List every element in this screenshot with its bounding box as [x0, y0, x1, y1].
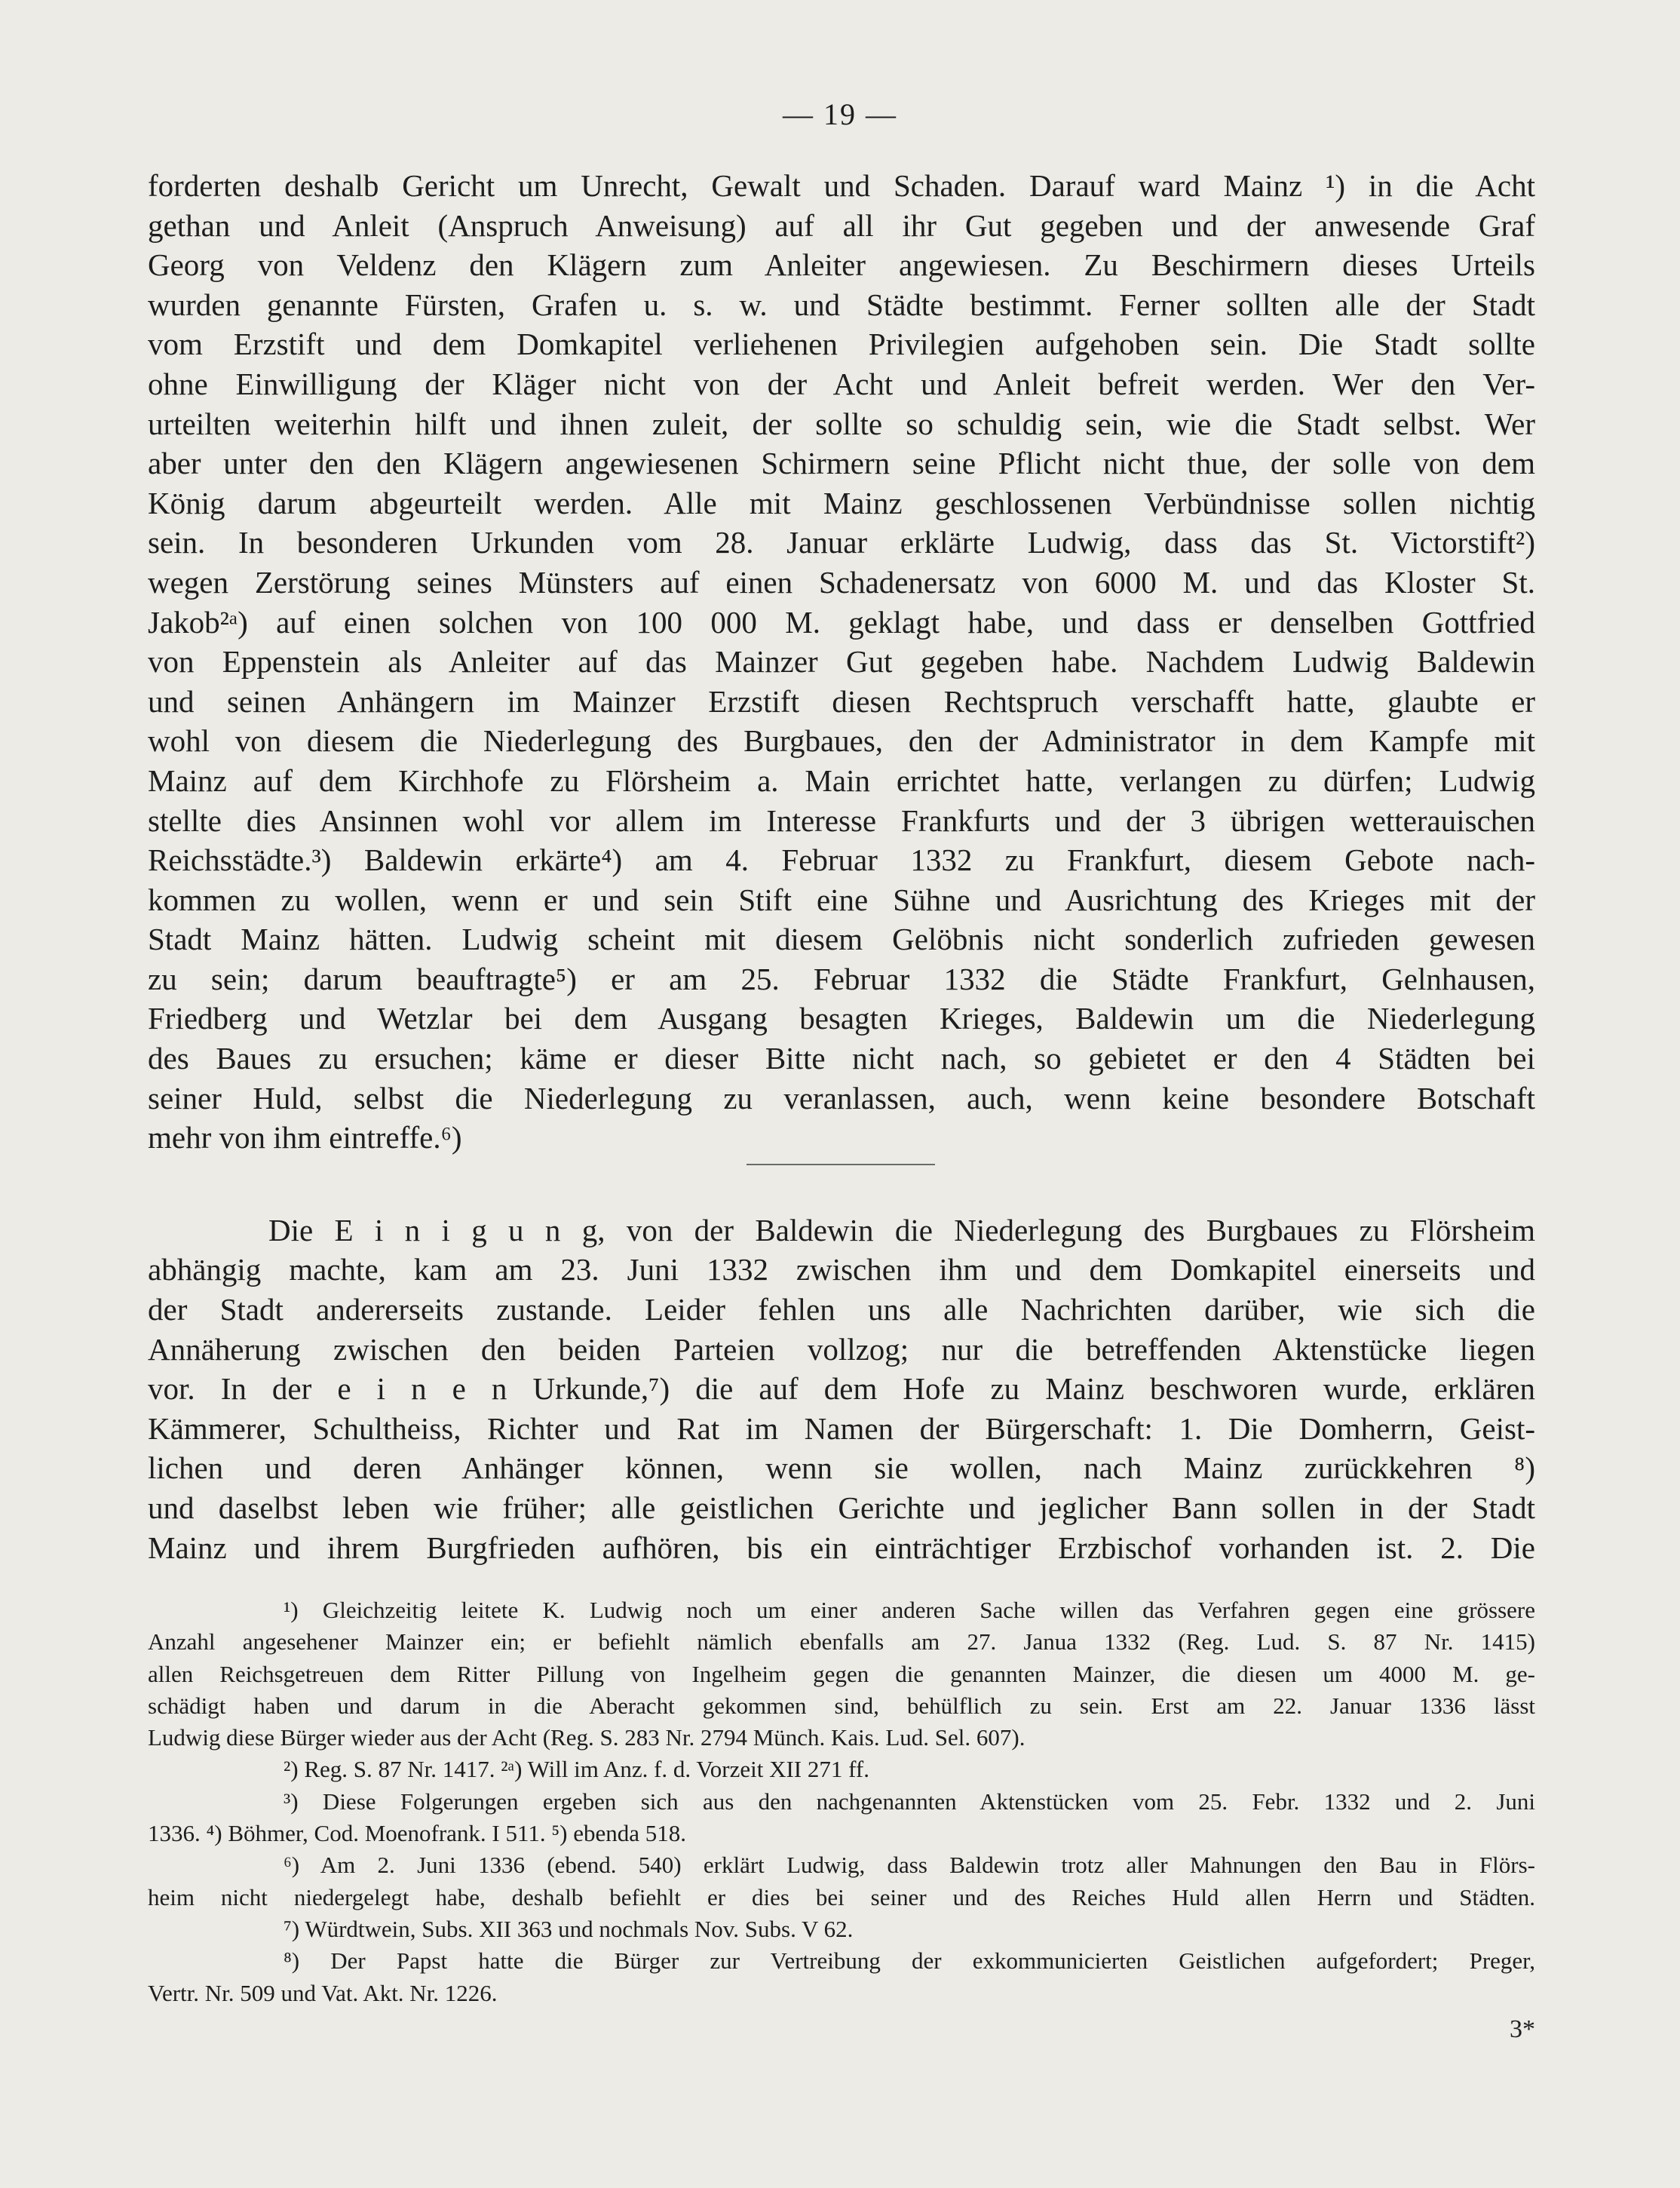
footnote-line: schädigt haben und darum in die Aberacht gekommen sind, behülflich zu sein. Erst am 22. Januar 1336 lässt	[148, 1692, 1535, 1719]
footnotes	[148, 1594, 1535, 2009]
signature-mark: 3*	[1510, 2015, 1535, 2043]
text-line: ohne Einwilligung der Kläger nicht von der Acht und Anleit befreit werden. Wer den Ver-	[148, 366, 1535, 401]
text-line: wegen Zerstörung seines Münsters auf einen Schadenersatz von 6000 M. und das Kloster St.	[148, 564, 1535, 600]
footnote-line: ³) Diese Folgerungen ergeben sich aus den nachgenannten Aktenstücken vom 25. Febr. 1332 und 2. Juni	[284, 1788, 1535, 1815]
text-line: lichen und deren Anhänger können, wenn sie wollen, nach Mainz zurückkehren ⁸)	[148, 1450, 1535, 1486]
text-line: Friedberg und Wetzlar bei dem Ausgang besagten Krieges, Baldewin um die Niederlegung	[148, 1001, 1535, 1036]
footnote-line: heim nicht niedergelegt habe, deshalb befiehlt er dies bei seiner und des Reiches Huld allen Herrn und Städten.	[148, 1883, 1535, 1910]
text-line: Georg von Veldenz den Klägern zum Anleiter angewiesen. Zu Beschirmern dieses Urteils	[148, 247, 1535, 283]
text-line: König darum abgeurteilt werden. Alle mit Mainz geschlossenen Verbündnisse sollen nichtig	[148, 485, 1535, 520]
text-line: vom Erzstift und dem Domkapitel verliehenen Privilegien aufgehoben sein. Die Stadt sollte	[148, 327, 1535, 362]
separator-rule	[746, 1164, 935, 1165]
page-number: — 19 —	[783, 97, 897, 131]
text-line: Stadt Mainz hätten. Ludwig scheint mit diesem Gelöbnis nicht sonderlich zufrieden gewesen	[148, 922, 1535, 957]
text-line: stellte dies Ansinnen wohl vor allem im Interesse Frankfurts und der 3 übrigen wetterauischen	[148, 802, 1535, 838]
footnote-line: ⁸) Der Papst hatte die Bürger zur Vertreibung der exkommunicierten Geistlichen aufgefordert; Preger,	[284, 1947, 1535, 1975]
footnote-line: allen Reichsgetreuen dem Ritter Pillung von Ingelheim gegen die genannten Mainzer, die diesen um 4000 M. ge-	[148, 1660, 1535, 1687]
text-line: vor. In der e i n e n Urkunde,⁷) die auf dem Hofe zu Mainz beschworen wurde, erklären	[148, 1371, 1535, 1407]
footnote-line: ⁷) Würdtwein, Subs. XII 363 und nochmals Nov. Subs. V 62.	[284, 1915, 854, 1942]
text-line: zu sein; darum beauftragte⁵) er am 25. Februar 1332 die Städte Frankfurt, Gelnhausen,	[148, 961, 1535, 996]
text-line: forderten deshalb Gericht um Unrecht, Gewalt und Schaden. Darauf ward Mainz ¹) in die Acht	[148, 168, 1535, 203]
text-line: aber unter den den Klägern angewiesenen Schirmern seine Pflicht nicht thue, der solle von dem	[148, 446, 1535, 481]
body-text	[148, 166, 1535, 1567]
text-line: Annäherung zwischen den beiden Parteien vollzog; nur die betreffenden Aktenstücke liegen	[148, 1331, 1535, 1367]
text-line: Mainz auf dem Kirchhofe zu Flörsheim a. Main errichtet hatte, verlangen zu dürfen; Ludwig	[148, 763, 1535, 798]
text-line: Mainz und ihrem Burgfrieden aufhören, bis ein einträchtiger Erzbischof vorhanden ist. 2. Die	[148, 1530, 1535, 1565]
text-line: wohl von diesem die Niederlegung des Burgbaues, den der Administrator in dem Kampfe mit	[148, 723, 1535, 759]
text-line: abhängig machte, kam am 23. Juni 1332 zwischen ihm und dem Domkapitel einerseits und	[148, 1252, 1535, 1287]
footnote-line: ²) Reg. S. 87 Nr. 1417. ²ᵃ) Will im Anz. f. d. Vorzeit XII 271 ff.	[284, 1756, 869, 1783]
footnote-line: Vertr. Nr. 509 und Vat. Akt. Nr. 1226.	[148, 1979, 498, 2006]
text-line: und seinen Anhängern im Mainzer Erzstift diesen Rechtspruch verschafft hatte, glaubte er	[148, 683, 1535, 719]
text-line: der Stadt andererseits zustande. Leider fehlen uns alle Nachrichten darüber, wie sich die	[148, 1292, 1535, 1327]
footnote-line: 1336. ⁴) Böhmer, Cod. Moenofrank. I 511. ⁵) ebenda 518.	[148, 1820, 686, 1847]
text-line: gethan und Anleit (Anspruch Anweisung) auf all ihr Gut gegeben und der anwesende Graf	[148, 207, 1535, 243]
text-line: Reichsstädte.³) Baldewin erkärte⁴) am 4. Februar 1332 zu Frankfurt, diesem Gebote nach-	[148, 842, 1535, 878]
footnote-line: Anzahl angesehener Mainzer ein; er befiehlt nämlich ebenfalls am 27. Janua 1332 (Reg. Lud. S. 87 Nr. 1415)	[148, 1628, 1535, 1656]
text-line: und daselbst leben wie früher; alle geistlichen Gerichte und jeglicher Bann sollen in der Stadt	[148, 1490, 1535, 1525]
footnote-line: ⁶) Am 2. Juni 1336 (ebend. 540) erklärt Ludwig, dass Baldewin trotz aller Mahnungen den Bau in Flörs-	[284, 1852, 1535, 1879]
text-line: wurden genannte Fürsten, Grafen u. s. w. und Städte bestimmt. Ferner sollten alle der Stadt	[148, 287, 1535, 322]
text-line: von Eppenstein als Anleiter auf das Mainzer Gut gegeben habe. Nachdem Ludwig Baldewin	[148, 644, 1535, 680]
text-line: Kämmerer, Schultheiss, Richter und Rat im Namen der Bürgerschaft: 1. Die Domherrn, Geist-	[148, 1410, 1535, 1446]
paragraph-gap	[148, 1158, 1535, 1211]
text-line: sein. In besonderen Urkunden vom 28. Januar erklärte Ludwig, dass das St. Victorstift²)	[148, 525, 1535, 560]
text-line: seiner Huld, selbst die Niederlegung zu veranlassen, auch, wenn keine besondere Botschaft	[148, 1080, 1535, 1115]
text-line: kommen zu wollen, wenn er und sein Stift eine Sühne und Ausrichtung des Krieges mit der	[148, 882, 1535, 917]
footnote-line: ¹) Gleichzeitig leitete K. Ludwig noch um einer anderen Sache willen das Verfahren gegen eine grössere	[284, 1597, 1535, 1623]
footnote-line: Ludwig diese Bürger wieder aus der Acht (Reg. S. 283 Nr. 2794 Münch. Kais. Lud. Sel. 607).	[148, 1724, 1025, 1751]
paragraph-1	[148, 166, 1535, 1158]
text-line: Jakob²ᵃ) auf einen solchen von 100 000 M. geklagt habe, und dass er denselben Gottfried	[148, 604, 1535, 640]
text-line: urteilten weiterhin hilft und ihnen zuleit, der sollte so schuldig sein, wie die Stadt selbst. Wer	[148, 406, 1535, 441]
paragraph-2	[148, 1211, 1535, 1567]
text-line: des Baues zu ersuchen; käme er dieser Bitte nicht nach, so gebietet er den 4 Städten bei	[148, 1041, 1535, 1076]
text-line: Die E i n i g u n g, von der Baldewin die Niederlegung des Burgbaues zu Flörsheim	[268, 1212, 1535, 1247]
text-line: mehr von ihm eintreffe.⁶)	[148, 1120, 462, 1155]
